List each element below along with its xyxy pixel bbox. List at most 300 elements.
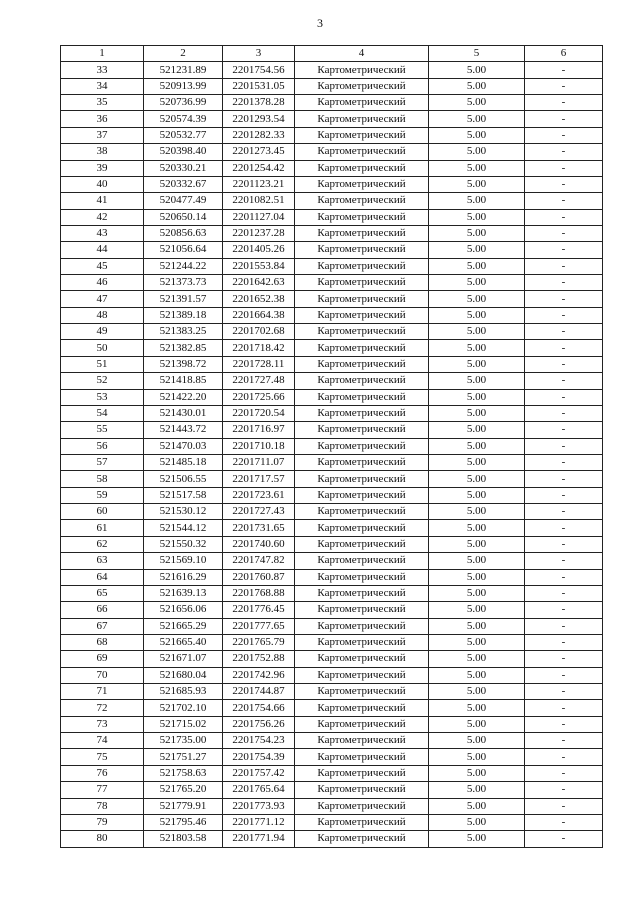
y-coordinate-cell: 2201771.94 bbox=[223, 831, 295, 847]
method-cell: Картометрический bbox=[295, 438, 429, 454]
method-cell: Картометрический bbox=[295, 553, 429, 569]
y-coordinate-cell: 2201405.26 bbox=[223, 242, 295, 258]
y-coordinate-cell: 2201723.61 bbox=[223, 487, 295, 503]
accuracy-cell: 5.00 bbox=[429, 176, 525, 192]
description-cell: - bbox=[525, 176, 603, 192]
table-row bbox=[61, 356, 603, 372]
accuracy-cell: 5.00 bbox=[429, 438, 525, 454]
point-number-cell: 68 bbox=[61, 634, 144, 650]
y-coordinate-cell: 2201740.60 bbox=[223, 536, 295, 552]
table-row bbox=[61, 454, 603, 470]
y-coordinate-cell: 2201254.42 bbox=[223, 160, 295, 176]
point-number-cell: 47 bbox=[61, 291, 144, 307]
description-cell: - bbox=[525, 324, 603, 340]
y-coordinate-cell: 2201725.66 bbox=[223, 389, 295, 405]
column-header: 3 bbox=[223, 46, 295, 62]
method-cell: Картометрический bbox=[295, 585, 429, 601]
method-cell: Картометрический bbox=[295, 716, 429, 732]
method-cell: Картометрический bbox=[295, 765, 429, 781]
y-coordinate-cell: 2201776.45 bbox=[223, 602, 295, 618]
point-number-cell: 76 bbox=[61, 765, 144, 781]
method-cell: Картометрический bbox=[295, 667, 429, 683]
y-coordinate-cell: 2201747.82 bbox=[223, 553, 295, 569]
point-number-cell: 71 bbox=[61, 684, 144, 700]
y-coordinate-cell: 2201731.65 bbox=[223, 520, 295, 536]
description-cell: - bbox=[525, 487, 603, 503]
x-coordinate-cell: 521550.32 bbox=[144, 536, 223, 552]
method-cell: Картометрический bbox=[295, 651, 429, 667]
y-coordinate-cell: 2201752.88 bbox=[223, 651, 295, 667]
point-number-cell: 65 bbox=[61, 585, 144, 601]
point-number-cell: 77 bbox=[61, 782, 144, 798]
x-coordinate-cell: 521373.73 bbox=[144, 275, 223, 291]
y-coordinate-cell: 2201718.42 bbox=[223, 340, 295, 356]
description-cell: - bbox=[525, 602, 603, 618]
y-coordinate-cell: 2201237.28 bbox=[223, 225, 295, 241]
table-row bbox=[61, 798, 603, 814]
table-row bbox=[61, 340, 603, 356]
x-coordinate-cell: 520736.99 bbox=[144, 95, 223, 111]
table-body bbox=[61, 62, 603, 847]
table-row bbox=[61, 275, 603, 291]
description-cell: - bbox=[525, 95, 603, 111]
description-cell: - bbox=[525, 798, 603, 814]
x-coordinate-cell: 521765.20 bbox=[144, 782, 223, 798]
x-coordinate-cell: 521779.91 bbox=[144, 798, 223, 814]
y-coordinate-cell: 2201744.87 bbox=[223, 684, 295, 700]
method-cell: Картометрический bbox=[295, 504, 429, 520]
method-cell: Картометрический bbox=[295, 373, 429, 389]
description-cell: - bbox=[525, 684, 603, 700]
y-coordinate-cell: 2201531.05 bbox=[223, 78, 295, 94]
point-number-cell: 49 bbox=[61, 324, 144, 340]
point-number-cell: 78 bbox=[61, 798, 144, 814]
accuracy-cell: 5.00 bbox=[429, 733, 525, 749]
accuracy-cell: 5.00 bbox=[429, 536, 525, 552]
y-coordinate-cell: 2201717.57 bbox=[223, 471, 295, 487]
method-cell: Картометрический bbox=[295, 275, 429, 291]
point-number-cell: 38 bbox=[61, 144, 144, 160]
point-number-cell: 36 bbox=[61, 111, 144, 127]
accuracy-cell: 5.00 bbox=[429, 569, 525, 585]
x-coordinate-cell: 520532.77 bbox=[144, 127, 223, 143]
point-number-cell: 54 bbox=[61, 405, 144, 421]
method-cell: Картометрический bbox=[295, 340, 429, 356]
method-cell: Картометрический bbox=[295, 356, 429, 372]
table-row bbox=[61, 700, 603, 716]
description-cell: - bbox=[525, 225, 603, 241]
description-cell: - bbox=[525, 782, 603, 798]
x-coordinate-cell: 520330.21 bbox=[144, 160, 223, 176]
x-coordinate-cell: 521398.72 bbox=[144, 356, 223, 372]
method-cell: Картометрический bbox=[295, 160, 429, 176]
table-row bbox=[61, 733, 603, 749]
description-cell: - bbox=[525, 634, 603, 650]
description-cell: - bbox=[525, 209, 603, 225]
point-number-cell: 79 bbox=[61, 814, 144, 830]
method-cell: Картометрический bbox=[295, 144, 429, 160]
x-coordinate-cell: 521702.10 bbox=[144, 700, 223, 716]
table-row bbox=[61, 111, 603, 127]
x-coordinate-cell: 521430.01 bbox=[144, 405, 223, 421]
x-coordinate-cell: 521656.06 bbox=[144, 602, 223, 618]
x-coordinate-cell: 521418.85 bbox=[144, 373, 223, 389]
accuracy-cell: 5.00 bbox=[429, 798, 525, 814]
accuracy-cell: 5.00 bbox=[429, 78, 525, 94]
table-row bbox=[61, 651, 603, 667]
method-cell: Картометрический bbox=[295, 520, 429, 536]
y-coordinate-cell: 2201757.42 bbox=[223, 765, 295, 781]
point-number-cell: 53 bbox=[61, 389, 144, 405]
table-row bbox=[61, 438, 603, 454]
accuracy-cell: 5.00 bbox=[429, 520, 525, 536]
accuracy-cell: 5.00 bbox=[429, 814, 525, 830]
accuracy-cell: 5.00 bbox=[429, 225, 525, 241]
table-row bbox=[61, 193, 603, 209]
method-cell: Картометрический bbox=[295, 78, 429, 94]
accuracy-cell: 5.00 bbox=[429, 618, 525, 634]
accuracy-cell: 5.00 bbox=[429, 651, 525, 667]
description-cell: - bbox=[525, 700, 603, 716]
description-cell: - bbox=[525, 438, 603, 454]
accuracy-cell: 5.00 bbox=[429, 356, 525, 372]
y-coordinate-cell: 2201282.33 bbox=[223, 127, 295, 143]
accuracy-cell: 5.00 bbox=[429, 602, 525, 618]
description-cell: - bbox=[525, 454, 603, 470]
description-cell: - bbox=[525, 242, 603, 258]
point-number-cell: 39 bbox=[61, 160, 144, 176]
accuracy-cell: 5.00 bbox=[429, 144, 525, 160]
y-coordinate-cell: 2201768.88 bbox=[223, 585, 295, 601]
description-cell: - bbox=[525, 618, 603, 634]
method-cell: Картометрический bbox=[295, 814, 429, 830]
y-coordinate-cell: 2201760.87 bbox=[223, 569, 295, 585]
method-cell: Картометрический bbox=[295, 242, 429, 258]
x-coordinate-cell: 521443.72 bbox=[144, 422, 223, 438]
method-cell: Картометрический bbox=[295, 487, 429, 503]
point-number-cell: 73 bbox=[61, 716, 144, 732]
x-coordinate-cell: 520650.14 bbox=[144, 209, 223, 225]
description-cell: - bbox=[525, 504, 603, 520]
point-number-cell: 74 bbox=[61, 733, 144, 749]
y-coordinate-cell: 2201754.56 bbox=[223, 62, 295, 78]
y-coordinate-cell: 2201378.28 bbox=[223, 95, 295, 111]
table-row bbox=[61, 144, 603, 160]
table-row bbox=[61, 127, 603, 143]
column-header: 1 bbox=[61, 46, 144, 62]
x-coordinate-cell: 520477.49 bbox=[144, 193, 223, 209]
y-coordinate-cell: 2201553.84 bbox=[223, 258, 295, 274]
point-number-cell: 35 bbox=[61, 95, 144, 111]
point-number-cell: 59 bbox=[61, 487, 144, 503]
method-cell: Картометрический bbox=[295, 618, 429, 634]
description-cell: - bbox=[525, 291, 603, 307]
accuracy-cell: 5.00 bbox=[429, 160, 525, 176]
point-number-cell: 66 bbox=[61, 602, 144, 618]
point-number-cell: 67 bbox=[61, 618, 144, 634]
x-coordinate-cell: 521470.03 bbox=[144, 438, 223, 454]
y-coordinate-cell: 2201742.96 bbox=[223, 667, 295, 683]
accuracy-cell: 5.00 bbox=[429, 422, 525, 438]
point-number-cell: 46 bbox=[61, 275, 144, 291]
x-coordinate-cell: 521758.63 bbox=[144, 765, 223, 781]
description-cell: - bbox=[525, 127, 603, 143]
table-row bbox=[61, 814, 603, 830]
point-number-cell: 45 bbox=[61, 258, 144, 274]
method-cell: Картометрический bbox=[295, 291, 429, 307]
table-row bbox=[61, 324, 603, 340]
x-coordinate-cell: 521231.89 bbox=[144, 62, 223, 78]
method-cell: Картометрический bbox=[295, 307, 429, 323]
table-row bbox=[61, 749, 603, 765]
point-number-cell: 42 bbox=[61, 209, 144, 225]
y-coordinate-cell: 2201727.48 bbox=[223, 373, 295, 389]
table-row bbox=[61, 487, 603, 503]
y-coordinate-cell: 2201082.51 bbox=[223, 193, 295, 209]
table-row bbox=[61, 634, 603, 650]
method-cell: Картометрический bbox=[295, 700, 429, 716]
table-row bbox=[61, 765, 603, 781]
accuracy-cell: 5.00 bbox=[429, 373, 525, 389]
method-cell: Картометрический bbox=[295, 324, 429, 340]
table-row bbox=[61, 471, 603, 487]
accuracy-cell: 5.00 bbox=[429, 307, 525, 323]
table-row bbox=[61, 307, 603, 323]
x-coordinate-cell: 521056.64 bbox=[144, 242, 223, 258]
accuracy-cell: 5.00 bbox=[429, 487, 525, 503]
description-cell: - bbox=[525, 814, 603, 830]
method-cell: Картометрический bbox=[295, 62, 429, 78]
accuracy-cell: 5.00 bbox=[429, 716, 525, 732]
y-coordinate-cell: 2201123.21 bbox=[223, 176, 295, 192]
point-number-cell: 56 bbox=[61, 438, 144, 454]
x-coordinate-cell: 521517.58 bbox=[144, 487, 223, 503]
table-row bbox=[61, 684, 603, 700]
table-row bbox=[61, 62, 603, 78]
table-row bbox=[61, 504, 603, 520]
y-coordinate-cell: 2201127.04 bbox=[223, 209, 295, 225]
column-header: 6 bbox=[525, 46, 603, 62]
x-coordinate-cell: 521391.57 bbox=[144, 291, 223, 307]
x-coordinate-cell: 521680.04 bbox=[144, 667, 223, 683]
table-row bbox=[61, 618, 603, 634]
accuracy-cell: 5.00 bbox=[429, 95, 525, 111]
method-cell: Картометрический bbox=[295, 258, 429, 274]
description-cell: - bbox=[525, 258, 603, 274]
point-number-cell: 55 bbox=[61, 422, 144, 438]
description-cell: - bbox=[525, 307, 603, 323]
y-coordinate-cell: 2201711.07 bbox=[223, 454, 295, 470]
table-row bbox=[61, 831, 603, 847]
point-number-cell: 61 bbox=[61, 520, 144, 536]
point-number-cell: 43 bbox=[61, 225, 144, 241]
point-number-cell: 80 bbox=[61, 831, 144, 847]
table-row bbox=[61, 389, 603, 405]
accuracy-cell: 5.00 bbox=[429, 275, 525, 291]
table-row bbox=[61, 553, 603, 569]
accuracy-cell: 5.00 bbox=[429, 585, 525, 601]
accuracy-cell: 5.00 bbox=[429, 242, 525, 258]
table-row bbox=[61, 258, 603, 274]
method-cell: Картометрический bbox=[295, 225, 429, 241]
page-number: 3 bbox=[317, 16, 323, 30]
accuracy-cell: 5.00 bbox=[429, 471, 525, 487]
accuracy-cell: 5.00 bbox=[429, 209, 525, 225]
column-header: 5 bbox=[429, 46, 525, 62]
point-number-cell: 69 bbox=[61, 651, 144, 667]
y-coordinate-cell: 2201720.54 bbox=[223, 405, 295, 421]
description-cell: - bbox=[525, 340, 603, 356]
y-coordinate-cell: 2201727.43 bbox=[223, 504, 295, 520]
method-cell: Картометрический bbox=[295, 176, 429, 192]
method-cell: Картометрический bbox=[295, 111, 429, 127]
description-cell: - bbox=[525, 733, 603, 749]
point-number-cell: 34 bbox=[61, 78, 144, 94]
x-coordinate-cell: 521382.85 bbox=[144, 340, 223, 356]
description-cell: - bbox=[525, 275, 603, 291]
description-cell: - bbox=[525, 569, 603, 585]
point-number-cell: 63 bbox=[61, 553, 144, 569]
description-cell: - bbox=[525, 765, 603, 781]
y-coordinate-cell: 2201273.45 bbox=[223, 144, 295, 160]
point-number-cell: 62 bbox=[61, 536, 144, 552]
description-cell: - bbox=[525, 651, 603, 667]
table-row bbox=[61, 569, 603, 585]
description-cell: - bbox=[525, 405, 603, 421]
x-coordinate-cell: 521803.58 bbox=[144, 831, 223, 847]
x-coordinate-cell: 521485.18 bbox=[144, 454, 223, 470]
accuracy-cell: 5.00 bbox=[429, 684, 525, 700]
x-coordinate-cell: 521665.40 bbox=[144, 634, 223, 650]
x-coordinate-cell: 521685.93 bbox=[144, 684, 223, 700]
method-cell: Картометрический bbox=[295, 471, 429, 487]
point-number-cell: 72 bbox=[61, 700, 144, 716]
y-coordinate-cell: 2201771.12 bbox=[223, 814, 295, 830]
accuracy-cell: 5.00 bbox=[429, 765, 525, 781]
y-coordinate-cell: 2201702.68 bbox=[223, 324, 295, 340]
description-cell: - bbox=[525, 585, 603, 601]
table-row bbox=[61, 782, 603, 798]
column-header: 4 bbox=[295, 46, 429, 62]
x-coordinate-cell: 521665.29 bbox=[144, 618, 223, 634]
description-cell: - bbox=[525, 471, 603, 487]
point-number-cell: 41 bbox=[61, 193, 144, 209]
y-coordinate-cell: 2201652.38 bbox=[223, 291, 295, 307]
description-cell: - bbox=[525, 536, 603, 552]
point-number-cell: 48 bbox=[61, 307, 144, 323]
accuracy-cell: 5.00 bbox=[429, 405, 525, 421]
x-coordinate-cell: 521715.02 bbox=[144, 716, 223, 732]
method-cell: Картометрический bbox=[295, 454, 429, 470]
y-coordinate-cell: 2201765.79 bbox=[223, 634, 295, 650]
method-cell: Картометрический bbox=[295, 634, 429, 650]
table-row bbox=[61, 160, 603, 176]
description-cell: - bbox=[525, 62, 603, 78]
method-cell: Картометрический bbox=[295, 127, 429, 143]
accuracy-cell: 5.00 bbox=[429, 258, 525, 274]
table-row bbox=[61, 373, 603, 389]
description-cell: - bbox=[525, 422, 603, 438]
accuracy-cell: 5.00 bbox=[429, 340, 525, 356]
description-cell: - bbox=[525, 749, 603, 765]
table-row bbox=[61, 225, 603, 241]
accuracy-cell: 5.00 bbox=[429, 667, 525, 683]
x-coordinate-cell: 520856.63 bbox=[144, 225, 223, 241]
y-coordinate-cell: 2201754.66 bbox=[223, 700, 295, 716]
table-row bbox=[61, 602, 603, 618]
accuracy-cell: 5.00 bbox=[429, 193, 525, 209]
table-row bbox=[61, 667, 603, 683]
point-number-cell: 57 bbox=[61, 454, 144, 470]
accuracy-cell: 5.00 bbox=[429, 700, 525, 716]
table-row bbox=[61, 422, 603, 438]
x-coordinate-cell: 521671.07 bbox=[144, 651, 223, 667]
table-row bbox=[61, 209, 603, 225]
point-number-cell: 40 bbox=[61, 176, 144, 192]
accuracy-cell: 5.00 bbox=[429, 634, 525, 650]
column-header: 2 bbox=[144, 46, 223, 62]
point-number-cell: 70 bbox=[61, 667, 144, 683]
point-number-cell: 75 bbox=[61, 749, 144, 765]
point-number-cell: 64 bbox=[61, 569, 144, 585]
x-coordinate-cell: 520398.40 bbox=[144, 144, 223, 160]
description-cell: - bbox=[525, 389, 603, 405]
method-cell: Картометрический bbox=[295, 831, 429, 847]
x-coordinate-cell: 520574.39 bbox=[144, 111, 223, 127]
table-row bbox=[61, 585, 603, 601]
method-cell: Картометрический bbox=[295, 536, 429, 552]
description-cell: - bbox=[525, 716, 603, 732]
table-row bbox=[61, 520, 603, 536]
table-row bbox=[61, 536, 603, 552]
accuracy-cell: 5.00 bbox=[429, 553, 525, 569]
y-coordinate-cell: 2201710.18 bbox=[223, 438, 295, 454]
description-cell: - bbox=[525, 553, 603, 569]
method-cell: Картометрический bbox=[295, 684, 429, 700]
description-cell: - bbox=[525, 667, 603, 683]
x-coordinate-cell: 521422.20 bbox=[144, 389, 223, 405]
x-coordinate-cell: 521383.25 bbox=[144, 324, 223, 340]
method-cell: Картометрический bbox=[295, 95, 429, 111]
accuracy-cell: 5.00 bbox=[429, 389, 525, 405]
x-coordinate-cell: 521751.27 bbox=[144, 749, 223, 765]
x-coordinate-cell: 521389.18 bbox=[144, 307, 223, 323]
x-coordinate-cell: 521244.22 bbox=[144, 258, 223, 274]
description-cell: - bbox=[525, 520, 603, 536]
accuracy-cell: 5.00 bbox=[429, 127, 525, 143]
x-coordinate-cell: 521616.29 bbox=[144, 569, 223, 585]
x-coordinate-cell: 520913.99 bbox=[144, 78, 223, 94]
table-row bbox=[61, 242, 603, 258]
x-coordinate-cell: 521639.13 bbox=[144, 585, 223, 601]
y-coordinate-cell: 2201754.39 bbox=[223, 749, 295, 765]
method-cell: Картометрический bbox=[295, 749, 429, 765]
accuracy-cell: 5.00 bbox=[429, 111, 525, 127]
y-coordinate-cell: 2201754.23 bbox=[223, 733, 295, 749]
method-cell: Картометрический bbox=[295, 602, 429, 618]
y-coordinate-cell: 2201293.54 bbox=[223, 111, 295, 127]
description-cell: - bbox=[525, 78, 603, 94]
y-coordinate-cell: 2201716.97 bbox=[223, 422, 295, 438]
table-row bbox=[61, 78, 603, 94]
y-coordinate-cell: 2201728.11 bbox=[223, 356, 295, 372]
x-coordinate-cell: 521530.12 bbox=[144, 504, 223, 520]
point-number-cell: 37 bbox=[61, 127, 144, 143]
method-cell: Картометрический bbox=[295, 405, 429, 421]
description-cell: - bbox=[525, 160, 603, 176]
table-row bbox=[61, 291, 603, 307]
accuracy-cell: 5.00 bbox=[429, 831, 525, 847]
